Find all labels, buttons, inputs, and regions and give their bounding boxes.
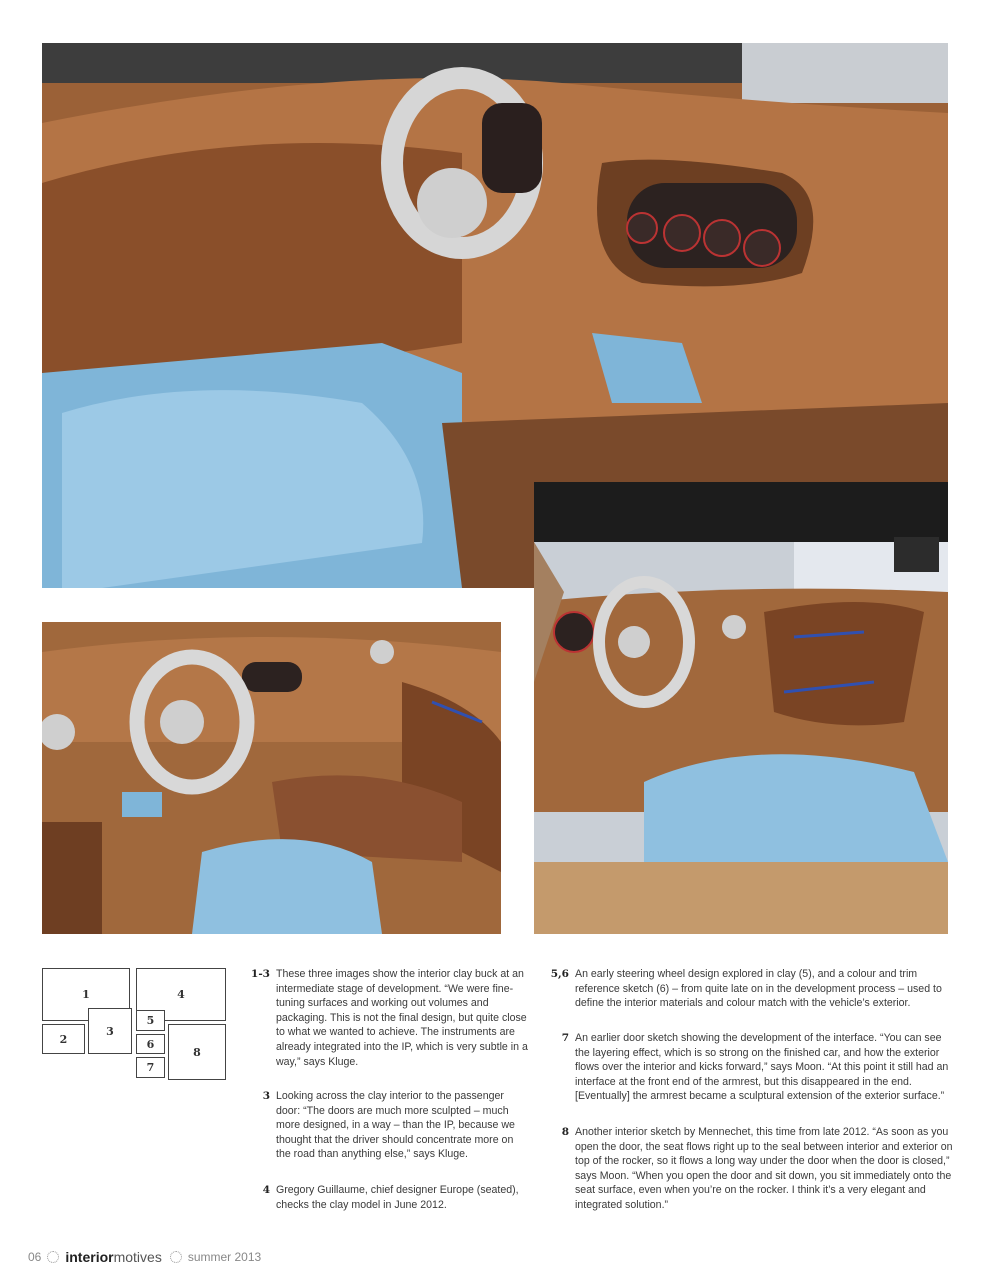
- dotted-circle-icon: [47, 1251, 59, 1263]
- issue-date: summer 2013: [187, 1250, 262, 1264]
- diagram-box-7: 7: [136, 1057, 165, 1078]
- caption-text: Gregory Guillaume, chief designer Europe (seated), checks the clay model in June 2012.: [276, 1184, 519, 1211]
- diagram-box-5: 5: [136, 1010, 165, 1031]
- caption-number: 3: [262, 1090, 270, 1102]
- caption-number: 1-3: [251, 968, 270, 980]
- caption-text: Another interior sketch by Mennechet, this time from late 2012. “As soon as you open the door, the seat flows right up to the seal between interior and exterior on top of the rocker, so it flows a long way under the door when the door is closed,” says Moon. “When you open the door and sit down, you sit immediately onto the seat surface, even when you’re on the rocker. I think it’s a very elegant and integrated solution.”: [575, 1126, 953, 1211]
- caption-4: [248, 1183, 530, 1217]
- dotted-circle-icon: [170, 1251, 182, 1263]
- caption-8: [547, 1125, 957, 1219]
- layout-diagram: [42, 968, 227, 1083]
- diagram-box-2: 2: [42, 1024, 85, 1054]
- caption-number: 5,6: [550, 968, 569, 980]
- magazine-brand-light: motives: [113, 1249, 162, 1265]
- caption-text: Looking across the clay interior to the passenger door: “The doors are much more sculpted – much more designed, in a way – than the IP, because we thought that the driver should concentrate more on the road than anything else,” says Kluge.: [276, 1090, 515, 1161]
- diagram-box-1: 1: [42, 968, 130, 1021]
- diagram-box-4: 4: [136, 968, 226, 1021]
- caption-5-6: [547, 967, 957, 1017]
- caption-text: These three images show the interior clay buck at an intermediate stage of development. “We were fine-tuning surfaces and working out volumes and packaging. This is not the final design, but quite close to what we wanted to achieve. The instruments are already integrated into the IP, which is very subtle in a way,” says Kluge.: [276, 968, 528, 1068]
- caption-number: 7: [561, 1032, 569, 1044]
- caption-3: [248, 1089, 530, 1169]
- diagram-box-3: 3: [88, 1008, 132, 1054]
- photo-passenger-door: [534, 482, 948, 934]
- caption-number: 4: [262, 1184, 270, 1196]
- caption-text: An earlier door sketch showing the development of the interface. “You can see the layering effect, which is so strong on the finished car, and how the exterior flows over the interior and kicks forward,” says Moon. “At this point it still had an interface at the front end of the armrest, but this disappeared in the end. [Eventually] the armrest became a sculptural extension of the exterior surface.”: [575, 1032, 949, 1103]
- diagram-box-8: 8: [168, 1024, 226, 1080]
- magazine-brand-bold: interior: [65, 1249, 114, 1265]
- caption-1-3: [248, 967, 530, 1077]
- diagram-box-6: 6: [136, 1034, 165, 1054]
- page-footer: [28, 1247, 261, 1267]
- page-number: 06: [28, 1250, 42, 1264]
- caption-number: 8: [561, 1126, 569, 1138]
- photo-interior-overview: [42, 622, 501, 934]
- caption-7: [547, 1031, 957, 1111]
- caption-text: An early steering wheel design explored in clay (5), and a colour and trim reference sketch (6) – from quite late on in the development process – used to define the interior materials and colour match with the vehicle’s exterior.: [575, 968, 942, 1010]
